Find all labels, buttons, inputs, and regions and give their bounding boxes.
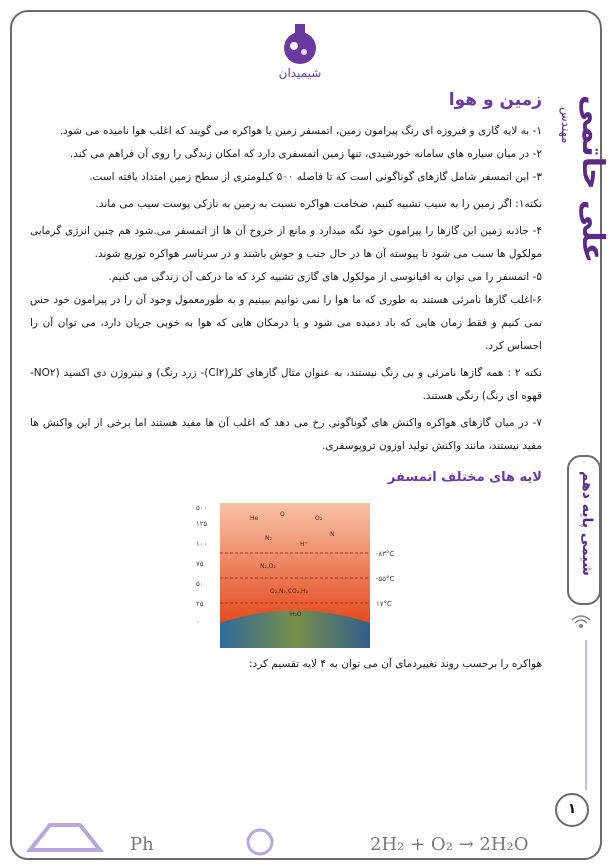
tick-100: ۱۰۰ bbox=[196, 540, 208, 548]
tick-125: ۱۲۵ bbox=[196, 520, 208, 528]
tick-0: ۰ bbox=[196, 618, 200, 626]
main-content bbox=[30, 90, 542, 491]
author-name: علی حاتمی bbox=[575, 95, 610, 264]
grade-label: شیمی پایه دهم bbox=[579, 471, 595, 576]
svg-text:N₂,O₂: N₂,O₂ bbox=[260, 563, 276, 570]
svg-text:N: N bbox=[330, 531, 335, 538]
flask-icon bbox=[278, 22, 322, 66]
svg-text:O₂: O₂ bbox=[315, 515, 323, 522]
paragraph-1: ۱- به لایه گازی و فیروزه ای رنگ پیرامون زمین، اتمسفر زمین یا هواکره می گویند که اغلب هوا نامیده می شود. bbox=[59, 125, 542, 137]
svg-text:H⁺: H⁺ bbox=[300, 541, 308, 548]
section-heading: زمین و هوا bbox=[448, 90, 542, 110]
grade-tab bbox=[567, 455, 601, 605]
atmosphere-diagram bbox=[190, 498, 408, 648]
paragraph-3: ۳- این اتمسفر شامل گازهای گوناگونی است که تا فاصله ۵۰۰ کیلومتری از سطح زمین امتداد یافته است. bbox=[89, 171, 542, 183]
temp-2: -۵۵°C bbox=[376, 575, 395, 583]
tick-50: ۵۰ bbox=[196, 580, 204, 588]
tick-500: ۵۰۰ bbox=[196, 504, 208, 512]
author-role: مهندس bbox=[559, 107, 573, 144]
svg-text:O: O bbox=[280, 511, 285, 518]
paragraph-2: ۲- در میان سیاره های سامانه خورشیدی، تنها زمین اتمسفری دارد که امکان زندگی را روی آن فراهم می کند. bbox=[69, 148, 542, 160]
svg-text:O₂,N₂,CO₂,H₂: O₂,N₂,CO₂,H₂ bbox=[270, 588, 308, 595]
temp-3: ۱۷°C bbox=[376, 600, 392, 608]
paragraph-4: ۴- جاذبه زمین این گازها را پیرامون خود نگه میدارد و مانع از خروج آن ها از اتمسفر می.شود هم چنین انرژی گرمایی مولکول ها سبب می شود تا پیوسته آن ها در حال جنب و جوش باشند و در سرتاسر هواکره توزیع شوند. bbox=[30, 225, 542, 260]
svg-text:He: He bbox=[250, 515, 259, 522]
temp-1: -۸۳°C bbox=[376, 550, 395, 558]
paragraph-6: ۶-اغلب گازها نامرئی هستند به طوری که ما هوا را نمی توانیم ببینیم و به طورمعمول وجود آن را در پیرامون خود حس نمی کنیم و فقط زمان هایی که باد دمیده می شود و یا درمکان هایی که هوا به خوبی جریان دارد، می توان آن را احساس کرد. bbox=[30, 294, 542, 352]
paragraph-7: ۷- در میان گازهای هواکره واکنش های گوناگونی رخ می دهد که اغلب آن ها مفید هستند اما برخی از این واکنش ها مفید نیستند، مانند واکنش تولید اوزون تروپوسفری. bbox=[30, 417, 542, 452]
note-1: نکته۱: اگر زمین را به سیب تشبیه کنیم، ضخامت هواکره نسبت به زمین به نازکی پوست سیب می ماند. bbox=[95, 198, 542, 210]
diagram-caption: هواکره را برحسب روند تغییردمای آن می توان به ۴ لایه تقسیم کرد: bbox=[249, 658, 542, 670]
subsection-heading: لایه های مختلف اتمسفر bbox=[387, 470, 542, 485]
circuit-line bbox=[585, 640, 587, 790]
page-number: ۱ bbox=[555, 793, 589, 827]
sidebar-title bbox=[557, 95, 610, 310]
tick-75: ۷۵ bbox=[196, 560, 204, 568]
note-2: نکته ۲ : همه گازها نامرئی و بی رنگ نیستند، به عنوان مثال گازهای کلر(Cl۲)- زرد رنگ) و نیتروژن دی اکسید (NO۲- قهوه ای رنگ) رنگی هستند. bbox=[30, 367, 543, 402]
paragraph-5: ۵- اتمسفر را می توان به اقیانوسی از مولکول های گازی تشبیه کرد که ما درکف آن زندگی می کنیم. bbox=[108, 271, 542, 283]
logo bbox=[260, 22, 340, 86]
equation-text: 2H₂ + O₂ → 2H₂O bbox=[370, 834, 529, 855]
footer-decoration bbox=[10, 820, 570, 860]
svg-text:N₂: N₂ bbox=[265, 535, 272, 542]
logo-brand: شیمیدان bbox=[278, 66, 322, 80]
tick-25: ۲۵ bbox=[196, 600, 204, 608]
svg-text:H₂O: H₂O bbox=[290, 611, 302, 618]
signal-icon bbox=[570, 612, 592, 630]
formula-text: Ph bbox=[130, 834, 154, 855]
